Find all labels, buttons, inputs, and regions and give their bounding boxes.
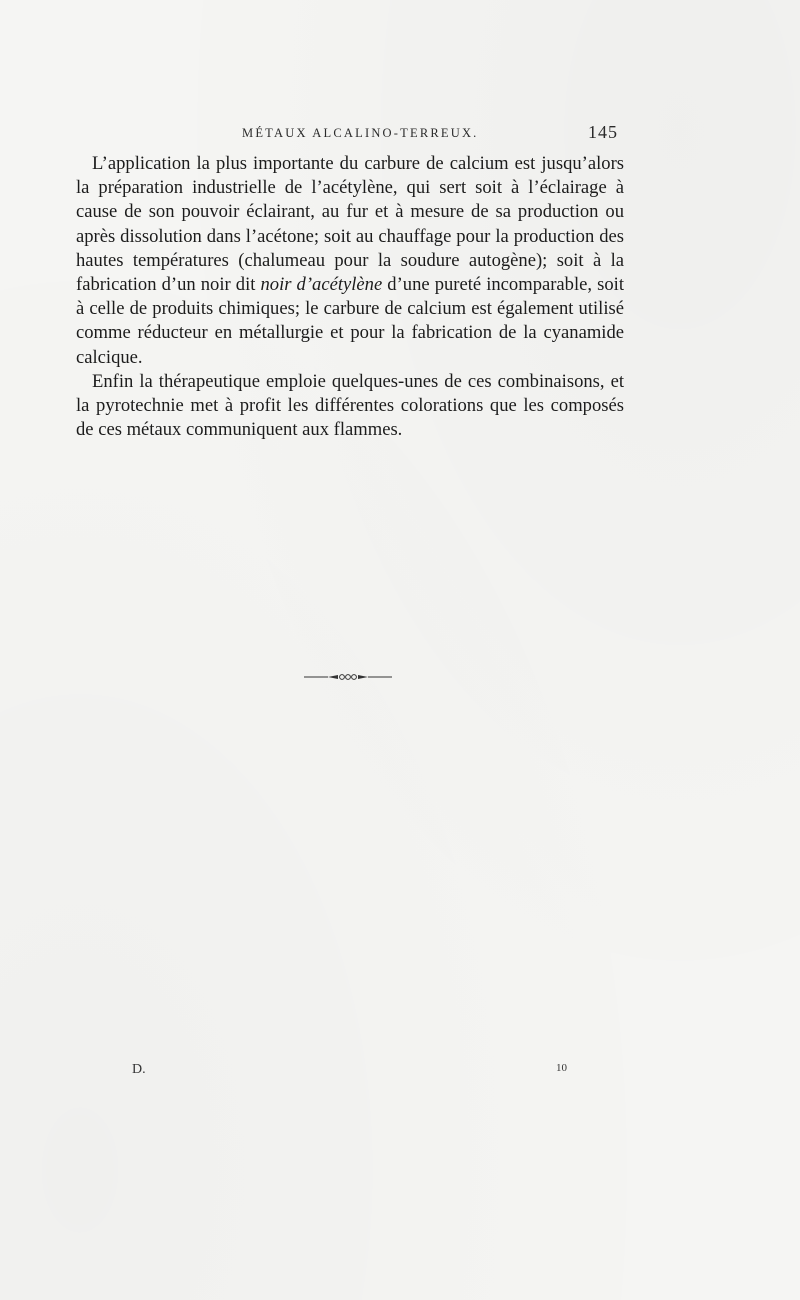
signature-mark: D. <box>132 1062 146 1077</box>
running-head: MÉTAUX ALCALINO-TERREUX. <box>242 126 479 140</box>
paragraph <box>76 152 624 370</box>
paragraph-text: d’une pureté incomparable, soit à celle de produits chimiques; le carbure de calcium est également utilisé comme réducteur en métallurgie et pour la fabrication de la cyanamide calcique. <box>76 274 624 368</box>
body-text <box>76 152 624 442</box>
gathering-number: 10 <box>556 1062 567 1074</box>
paragraph: Enfin la thérapeutique emploie quelques-unes de ces combinaisons, et la pyrotechnie met à profit les différentes colorations que les composés de ces métaux communiquent aux flammes. <box>76 370 624 441</box>
page-number: 145 <box>588 122 618 142</box>
italic-term: noir d’acétylène <box>260 274 383 296</box>
section-end-ornament <box>304 672 392 682</box>
paragraph-text: L’application la plus importante du carbure de calcium est jusqu’alors la préparation industrielle de l’acétylène, qui sert soit à l’éclairage à cause de son pouvoir éclairant, au fur et à mesure de sa production ou après dissolution dans l’acétone; soit au chauffage pour la production des hautes températures (chalumeau pour la soudure autogène); soit à la fabrication d’un noir dit <box>76 153 624 296</box>
